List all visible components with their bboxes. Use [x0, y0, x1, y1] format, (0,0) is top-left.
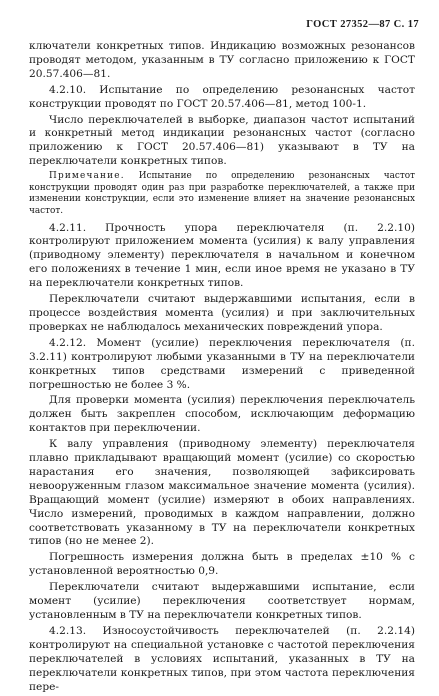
paragraph-stop-pass-criteria: Переключатели считают выдержавшими испытания, если в процессе воздействия момента (усилия) и при заключительных проверках не наблюдалось механических повреждений упора. [29, 293, 415, 333]
paragraph-4-2-11: 4.2.11. Прочность упора переключателя (п. 2.2.10) контролируют приложением момента (усилия) к валу управления (приводному элементу) переключателя в начальном и конечном его положениях в течение 1 мин, если иное время не указано в ТУ на переключатели конкретных типов. [29, 221, 415, 290]
paragraph-continuation: ключатели конкретных типов. Индикацию возможных резонансов проводят методом, указанным в ТУ согласно приложению к ГОСТ 20.57.406—81. [29, 40, 415, 80]
note [29, 171, 415, 217]
note-text: Испытание по определению резонансных частот конструкции проводят один раз при разработке переключателей, а также при изменении конструкции, если это изменение влияет на значение резонансных частот. [29, 171, 415, 216]
paragraph-torque-pass-criteria: Переключатели считают выдержавшими испытание, если момент (усилие) переключения соответствует нормам, установленным в ТУ на переключатели конкретных типов. [29, 581, 415, 621]
page-header: ГОСТ 27352—87 С. 17 [306, 19, 419, 30]
paragraph-fixing: Для проверки момента (усилия) переключения переключатель должен быть закреплен способом, исключающим деформацию контактов при переключении. [29, 394, 415, 435]
paragraph-error-limit: Погрешность измерения должна быть в пределах ±10 % с установленной вероятностью 0,9. [29, 551, 415, 578]
paragraph-torque-procedure: К валу управления (приводному элементу) переключателя плавно прикладывают вращающий момент (усилие) со скоростью нарастания его значения, позволяющей зафиксировать невооруженным глазом максимальное значение момента (усилия). Вращающий момент (усилие) измеряют в обоих направлениях. Число измерений, проводимых в каждом направлении, должно соответствовать указанному в ТУ на переключатели конкретных типов (но не менее 2). [29, 438, 415, 548]
note-label: Примечание. [49, 171, 125, 182]
body-text [29, 40, 415, 696]
paragraph-4-2-13: 4.2.13. Износоустойчивость переключателей (п. 2.2.14) контролируют на специальной установке с частотой переключения переключателей в условиях испытаний, указанных в ТУ на переключатели конкретных типов, при этом частота переключения пере- [29, 624, 415, 693]
paragraph-sample-count: Число переключателей в выборке, диапазон частот испытаний и конкретный метод индикации резонансных частот (согласно приложению к ГОСТ 20.57.406—81) указывают в ТУ на переключатели конкретных типов. [29, 113, 415, 168]
paragraph-4-2-12: 4.2.12. Момент (усилие) переключения переключателя (п. 3.2.11) контролируют любыми указанными в ТУ на переключатели конкретных типов средствами измерений с приведенной погрешностью не более 3 %. [29, 336, 415, 391]
paragraph-4-2-10: 4.2.10. Испытание по определению резонансных частот конструкции проводят по ГОСТ 20.57.406—81, метод 100-1. [29, 83, 415, 110]
